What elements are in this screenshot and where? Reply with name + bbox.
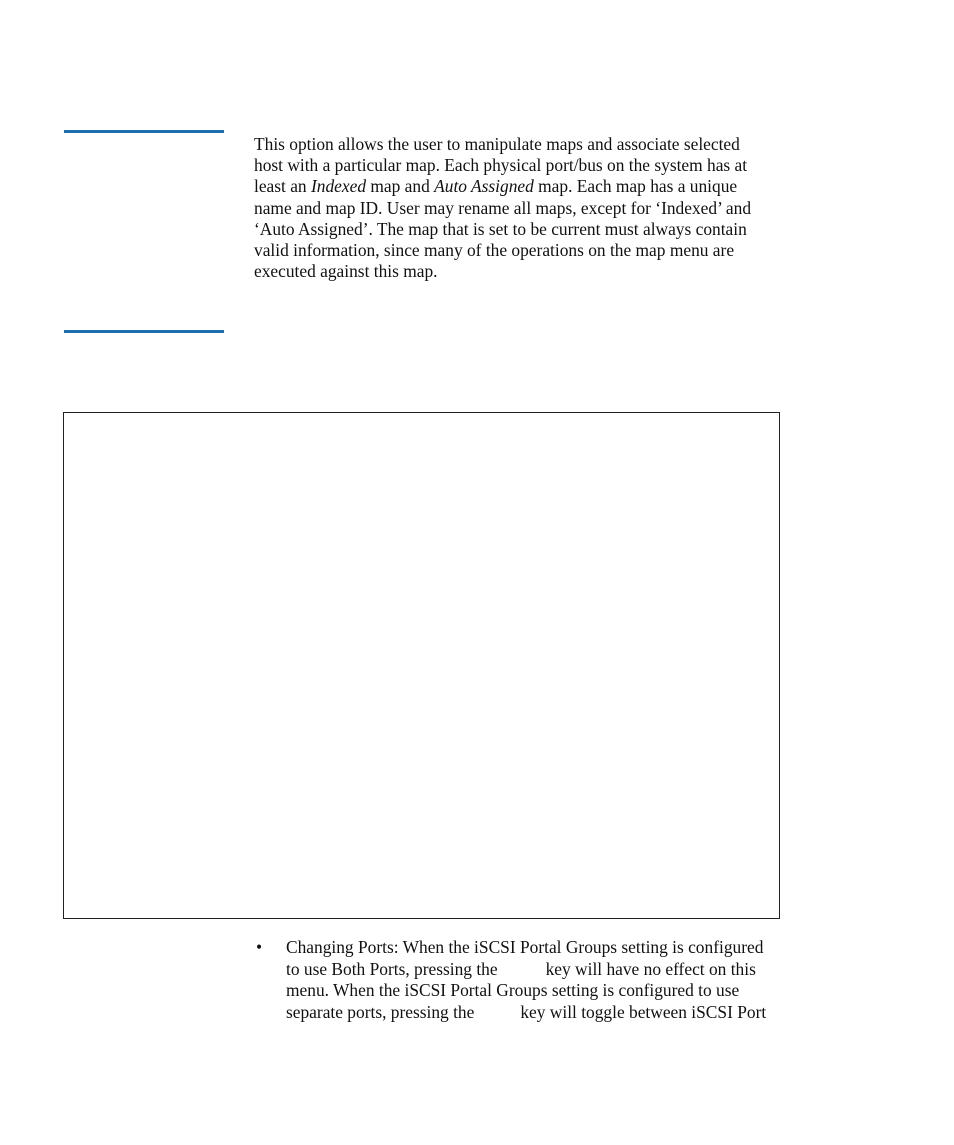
bullet-icon: • [256, 937, 263, 957]
intro-line-1: This option allows the user to manipulate maps and associate selected [254, 134, 740, 154]
intro-line-3 [254, 176, 834, 197]
intro-line-5: ‘Auto Assigned’. The map that is set to be current must always contain [254, 218, 747, 239]
bullet-line-1: Changing Ports: When the iSCSI Portal Groups setting is configured [286, 937, 764, 957]
bullet-text-part: key will toggle between iSCSI Port [520, 1001, 767, 1022]
intro-line-7: executed against this map. [254, 261, 438, 282]
intro-text: map and [366, 176, 435, 197]
bullet-text-part: key will have no effect on this [545, 958, 756, 979]
bullet-text [286, 937, 846, 1023]
intro-paragraph [254, 134, 834, 282]
bullet-text-part: separate ports, pressing the [286, 1001, 475, 1022]
intro-line-6: valid information, since many of the operations on the map menu are [254, 240, 735, 261]
bullet-line-3: menu. When the iSCSI Portal Groups setting is configured to use [286, 980, 740, 1000]
intro-text: map. Each map has a unique [533, 176, 738, 197]
auto-assigned-term: Auto Assigned [434, 176, 534, 197]
screen-capture-frame [63, 412, 780, 919]
bullet-line-4 [286, 1002, 846, 1024]
bullet-text-part: to use Both Ports, pressing the [286, 958, 498, 979]
intro-line-2: host with a particular map. Each physical port/bus on the system has at [254, 155, 748, 176]
section-rule-middle [64, 330, 224, 333]
section-rule-top [64, 130, 224, 133]
bullet-line-2 [286, 959, 846, 981]
intro-line-4: name and map ID. User may rename all maps, except for ‘Indexed’ and [254, 197, 752, 218]
indexed-term: Indexed [310, 176, 367, 197]
intro-text: least an [254, 176, 311, 197]
